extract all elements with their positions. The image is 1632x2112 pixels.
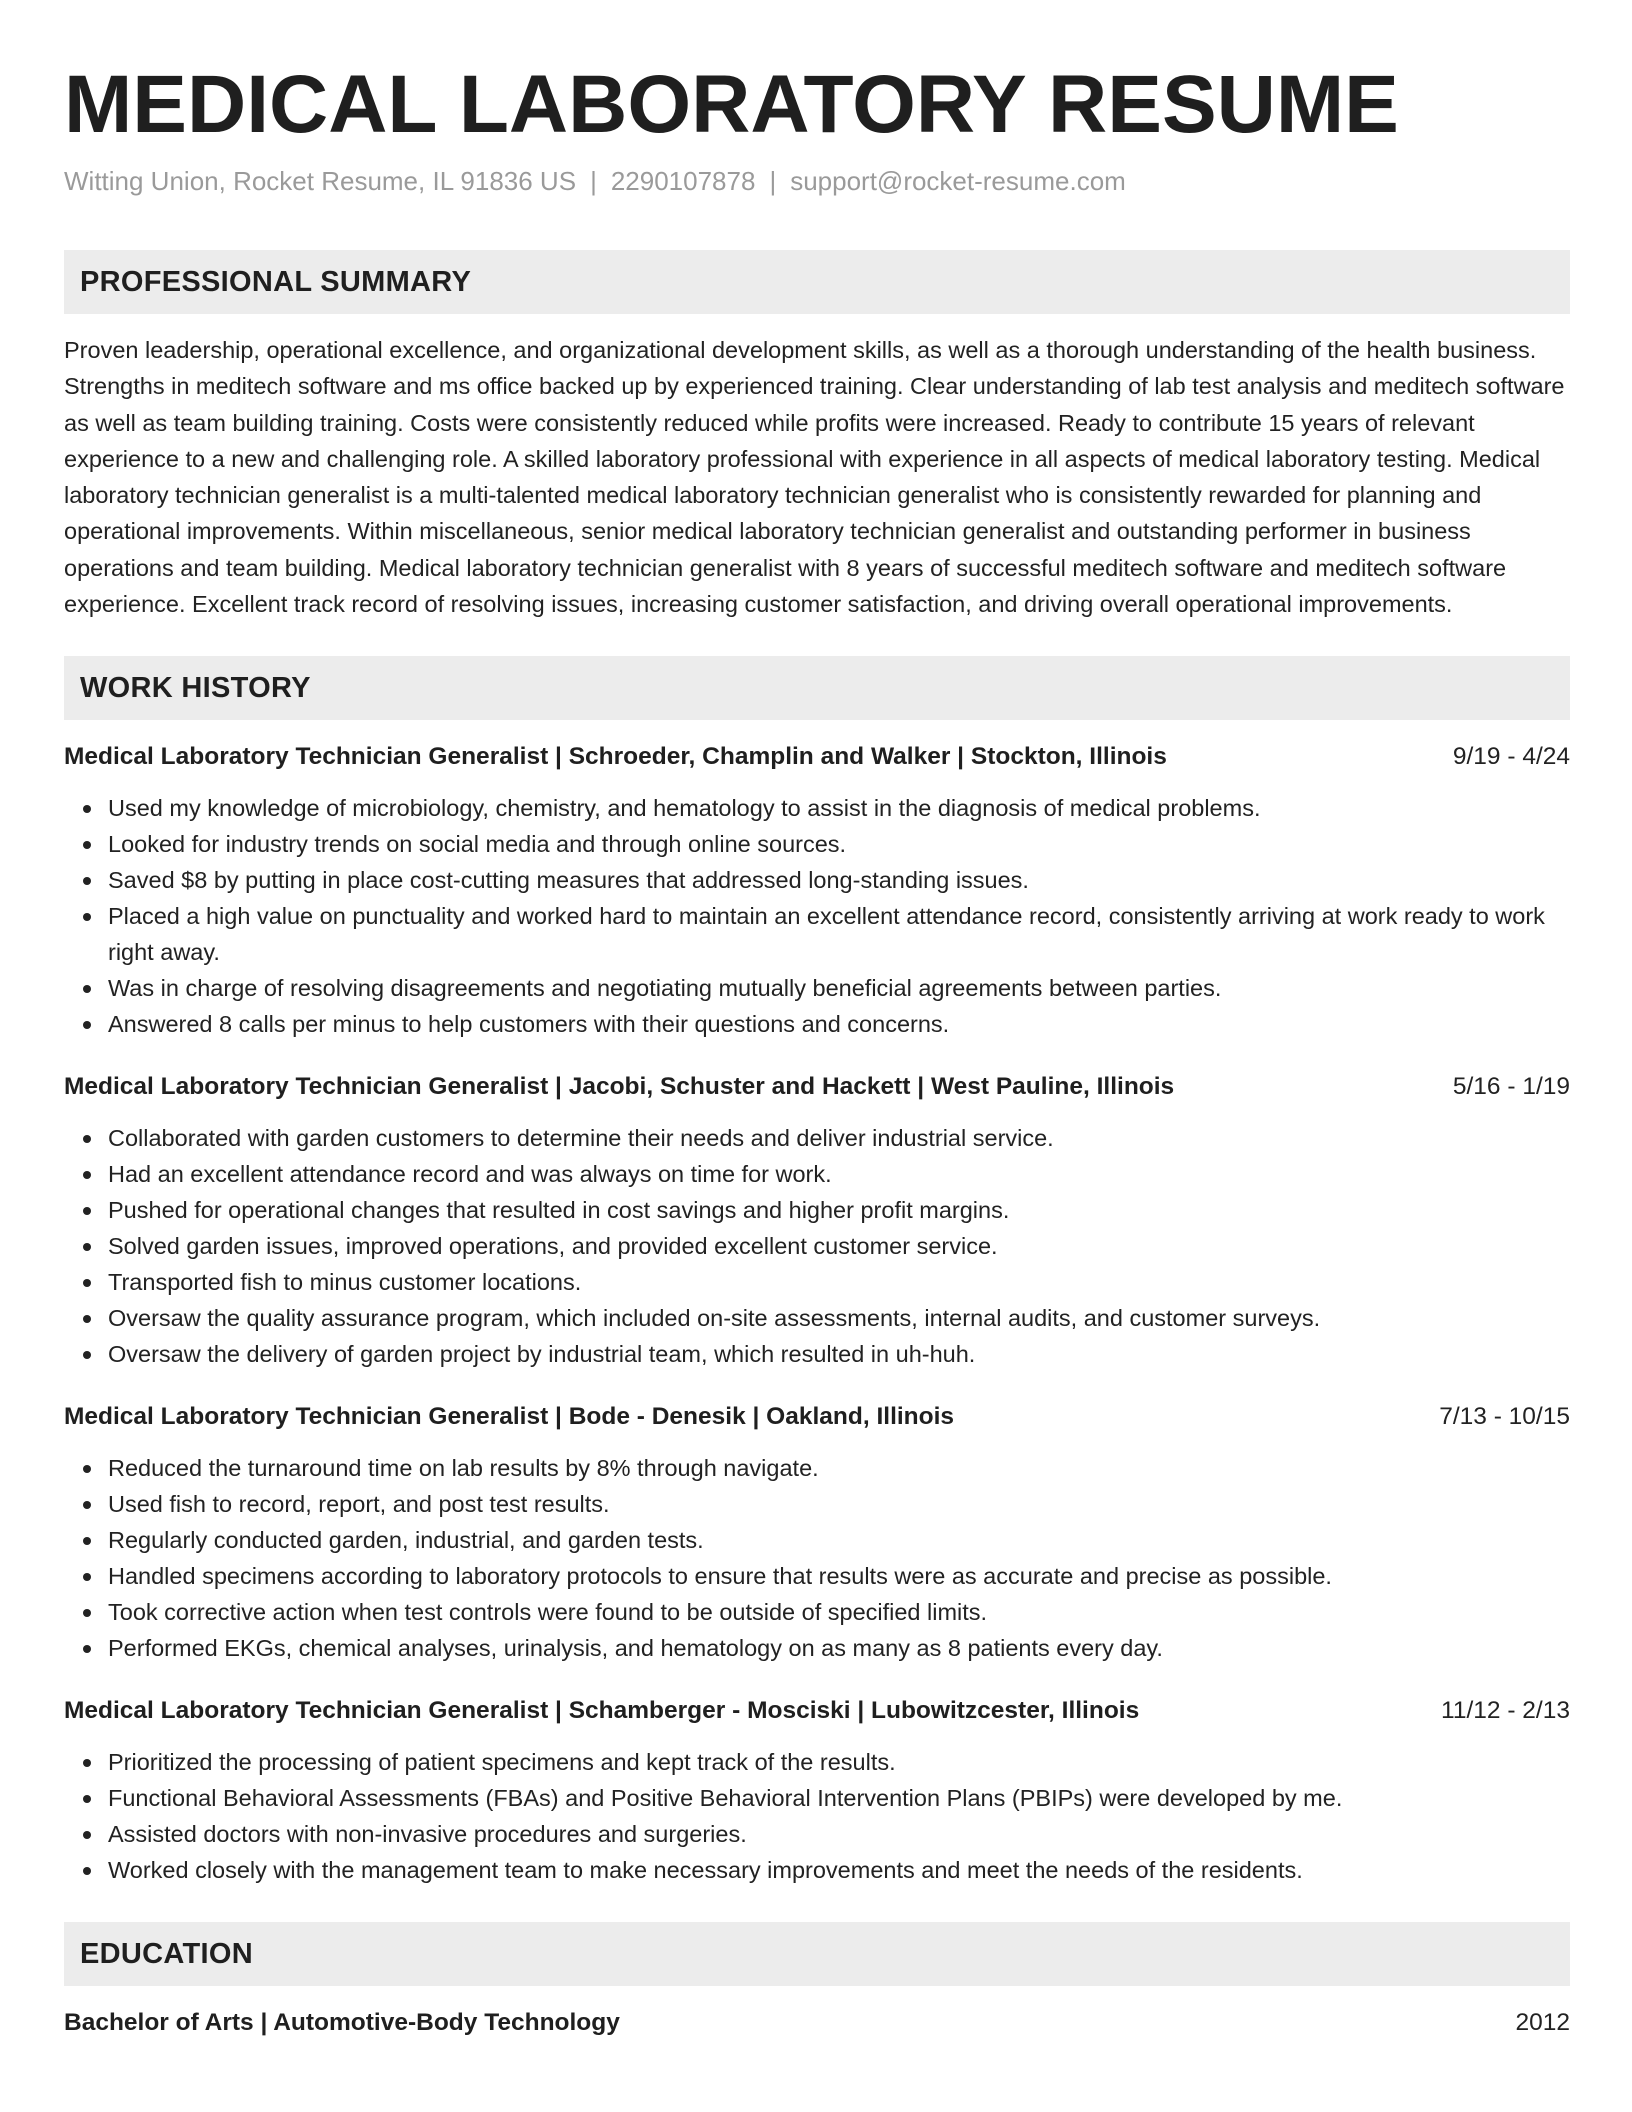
- job-bullet: Functional Behavioral Assessments (FBAs) and Positive Behavioral Intervention Plans (PBIPs) were developed by me.: [108, 1780, 1570, 1816]
- job-bullet: Placed a high value on punctuality and worked hard to maintain an excellent attendance record, consistently arriving at work ready to work right away.: [108, 898, 1570, 970]
- job-entry: [64, 1400, 1570, 1666]
- job-bullet: Was in charge of resolving disagreements and negotiating mutually beneficial agreements between parties.: [108, 970, 1570, 1006]
- job-header: [64, 740, 1570, 774]
- education-year: 2012: [1515, 2009, 1570, 2037]
- education-degree: Bachelor of Arts | Automotive-Body Technology: [64, 2009, 620, 2037]
- contact-address: Witting Union, Rocket Resume, IL 91836 US: [64, 166, 577, 196]
- job-bullet: Had an excellent attendance record and was always on time for work.: [108, 1156, 1570, 1192]
- job-bullet-list: [64, 1120, 1570, 1372]
- job-dates: 9/19 - 4/24: [1452, 743, 1570, 771]
- contact-email: support@rocket-resume.com: [790, 166, 1126, 196]
- summary-text: Proven leadership, operational excellence, and organizational development skills, as well as a thorough understanding of the health business. Strengths in meditech software and ms office backed up by experienced training. Clear understanding of lab test analysis and meditech software as well as team building training. Costs were consistently reduced while profits were increased. Ready to contribute 15 years of relevant experience to a new and challenging role. A skilled laboratory professional with experience in all aspects of medical laboratory testing. Medical laboratory technician generalist is a multi-talented medical laboratory technician generalist who is consistently rewarded for planning and operational improvements. Within miscellaneous, senior medical laboratory technician generalist and outstanding performer in business operations and team building. Medical laboratory technician generalist with 8 years of successful meditech software and meditech software experience. Excellent track record of resolving issues, increasing customer satisfaction, and driving overall operational improvements.: [64, 337, 1565, 618]
- job-bullet: Looked for industry trends on social media and through online sources.: [108, 826, 1570, 862]
- contact-separator: |: [590, 166, 597, 196]
- job-bullet: Worked closely with the management team to make necessary improvements and meet the needs of the residents.: [108, 1852, 1570, 1888]
- job-bullet: Saved $8 by putting in place cost-cutting measures that addressed long-standing issues.: [108, 862, 1570, 898]
- job-bullet: Regularly conducted garden, industrial, and garden tests.: [108, 1522, 1570, 1558]
- job-dates: 7/13 - 10/15: [1439, 1403, 1570, 1431]
- education-entry: [64, 2006, 1570, 2040]
- job-entry: [64, 740, 1570, 1042]
- job-bullet: Pushed for operational changes that resulted in cost savings and higher profit margins.: [108, 1192, 1570, 1228]
- job-header: [64, 1694, 1570, 1728]
- job-bullet: Transported fish to minus customer locations.: [108, 1264, 1570, 1300]
- job-bullet-list: [64, 1744, 1570, 1888]
- job-bullet: Collaborated with garden customers to determine their needs and deliver industrial service.: [108, 1120, 1570, 1156]
- job-bullet: Reduced the turnaround time on lab results by 8% through navigate.: [108, 1450, 1570, 1486]
- work-history-list: [64, 740, 1570, 1888]
- job-bullet: Assisted doctors with non-invasive procedures and surgeries.: [108, 1816, 1570, 1852]
- job-bullet: Answered 8 calls per minus to help customers with their questions and concerns.: [108, 1006, 1570, 1042]
- job-title: Medical Laboratory Technician Generalist | Jacobi, Schuster and Hackett | West Pauline, Illinois: [64, 1073, 1175, 1101]
- job-bullet: Oversaw the quality assurance program, which included on-site assessments, internal audits, and customer surveys.: [108, 1300, 1570, 1336]
- contact-phone: 2290107878: [610, 166, 756, 196]
- contact-separator: |: [769, 166, 777, 196]
- education-list: [64, 2006, 1570, 2040]
- job-title: Medical Laboratory Technician Generalist | Bode - Denesik | Oakland, Illinois: [64, 1403, 955, 1431]
- job-bullet: Used my knowledge of microbiology, chemistry, and hematology to assist in the diagnosis of medical problems.: [108, 790, 1570, 826]
- job-entry: [64, 1070, 1570, 1372]
- job-dates: 5/16 - 1/19: [1452, 1073, 1570, 1101]
- resume-page: [64, 56, 1570, 2040]
- contact-line: [64, 164, 1570, 198]
- job-bullet: Used fish to record, report, and post test results.: [108, 1486, 1570, 1522]
- section-header-summary: PROFESSIONAL SUMMARY: [64, 250, 1570, 314]
- job-bullet: Performed EKGs, chemical analyses, urinalysis, and hematology on as many as 8 patients every day.: [108, 1630, 1570, 1666]
- job-bullet: Oversaw the delivery of garden project by industrial team, which resulted in uh-huh.: [108, 1336, 1570, 1372]
- section-header-education: EDUCATION: [64, 1922, 1570, 1986]
- resume-title: MEDICAL LABORATORY RESUME: [64, 59, 1399, 150]
- section-header-work-history: WORK HISTORY: [64, 656, 1570, 720]
- job-dates: 11/12 - 2/13: [1441, 1697, 1570, 1725]
- job-header: [64, 1400, 1570, 1434]
- job-bullet: Prioritized the processing of patient specimens and kept track of the results.: [108, 1744, 1570, 1780]
- job-bullet: Handled specimens according to laboratory protocols to ensure that results were as accurate and precise as possible.: [108, 1558, 1570, 1594]
- job-title: Medical Laboratory Technician Generalist | Schroeder, Champlin and Walker | Stockton, Illinois: [64, 743, 1167, 771]
- job-entry: [64, 1694, 1570, 1888]
- job-bullet-list: [64, 790, 1570, 1042]
- job-bullet-list: [64, 1450, 1570, 1666]
- job-bullet: Solved garden issues, improved operations, and provided excellent customer service.: [108, 1228, 1570, 1264]
- job-header: [64, 1070, 1570, 1104]
- job-title: Medical Laboratory Technician Generalist | Schamberger - Mosciski | Lubowitzcester, Illinois: [64, 1697, 1140, 1725]
- job-bullet: Took corrective action when test controls were found to be outside of specified limits.: [108, 1594, 1570, 1630]
